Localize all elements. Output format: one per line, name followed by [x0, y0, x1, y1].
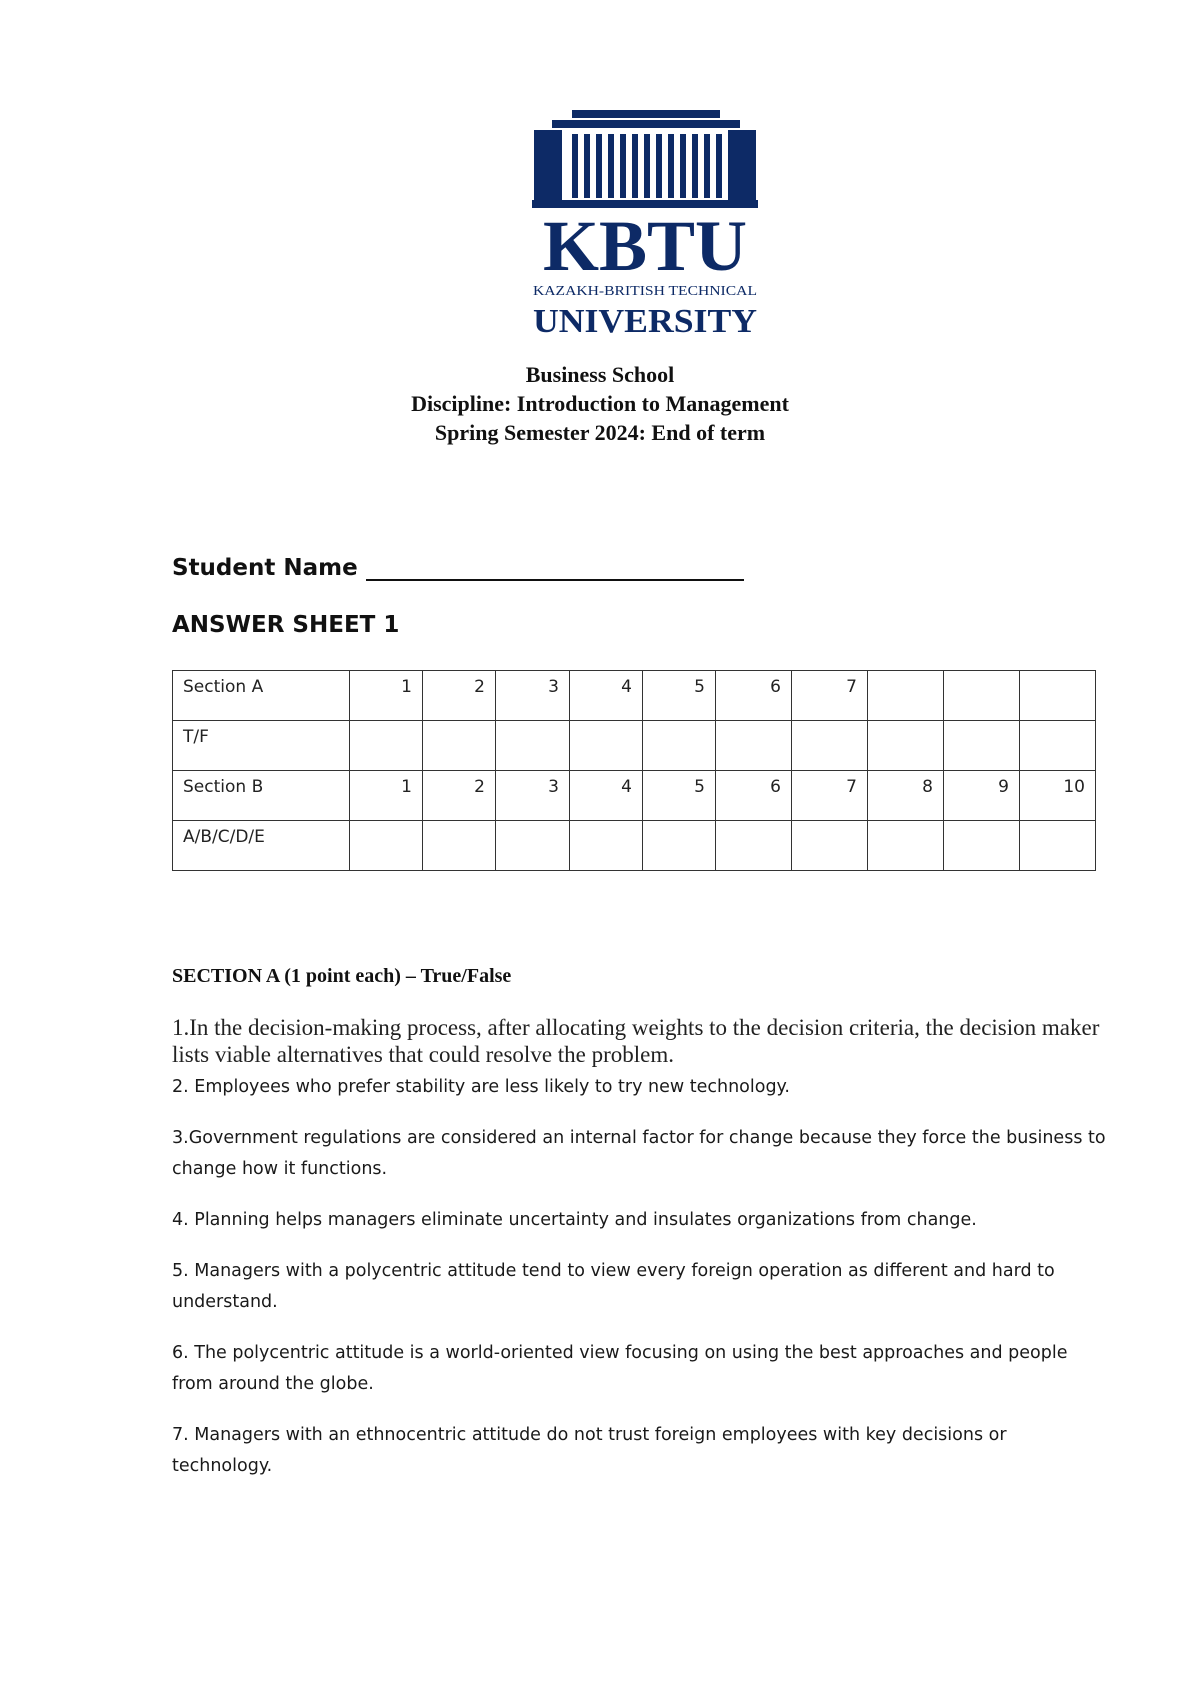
- answer-cell[interactable]: [792, 821, 868, 871]
- table-cell: 2: [423, 771, 496, 821]
- question-4: 4. Planning helps managers eliminate uncertainty and insulates organizations from change.: [172, 1210, 977, 1230]
- answer-cell[interactable]: [1020, 821, 1096, 871]
- table-cell: 1: [350, 671, 423, 721]
- logo-subline: KAZAKH-BRITISH TECHNICAL: [533, 284, 757, 299]
- logo-university: UNIVERSITY: [533, 303, 757, 340]
- table-cell: 7: [792, 671, 868, 721]
- question-2: 2. Employees who prefer stability are less likely to try new technology.: [172, 1077, 790, 1097]
- question-6: 6. The polycentric attitude is a world-oriented view focusing on using the best approaches and people from around the globe.: [172, 1343, 1068, 1394]
- answer-cell[interactable]: [716, 821, 792, 871]
- answer-cell[interactable]: [944, 821, 1020, 871]
- table-cell: [1020, 671, 1096, 721]
- table-cell: T/F: [173, 721, 350, 771]
- table-cell: 3: [496, 771, 570, 821]
- answer-table: [172, 670, 1096, 871]
- table-cell: 9: [944, 771, 1020, 821]
- table-row: [173, 771, 1096, 821]
- kbtu-logo: [532, 110, 758, 340]
- answer-cell[interactable]: [350, 721, 423, 771]
- table-cell: A/B/C/D/E: [173, 821, 350, 871]
- question-7: 7. Managers with an ethnocentric attitude do not trust foreign employees with key decisions or technology.: [172, 1425, 1007, 1476]
- table-cell: 4: [570, 671, 643, 721]
- school-name: Business School: [525, 362, 675, 387]
- discipline: Discipline: Introduction to Management: [411, 391, 789, 416]
- question-3: 3.Government regulations are considered an internal factor for change because they force the business to change how it functions.: [172, 1128, 1106, 1179]
- student-name-field[interactable]: [366, 553, 744, 581]
- table-cell: 6: [716, 671, 792, 721]
- student-name-label: Student Name: [172, 555, 358, 581]
- answer-cell[interactable]: [570, 821, 643, 871]
- table-cell: 5: [643, 671, 716, 721]
- table-cell: 5: [643, 771, 716, 821]
- answer-cell[interactable]: [350, 821, 423, 871]
- answer-cell[interactable]: [496, 821, 570, 871]
- table-cell: 8: [868, 771, 944, 821]
- answer-cell[interactable]: [423, 721, 496, 771]
- table-cell: 6: [716, 771, 792, 821]
- table-cell: 7: [792, 771, 868, 821]
- table-row: [173, 721, 1096, 771]
- table-cell: [944, 671, 1020, 721]
- table-cell: [868, 671, 944, 721]
- question-list: [172, 1072, 1110, 1502]
- question-5: 5. Managers with a polycentric attitude tend to view every foreign operation as different and hard to understand.: [172, 1261, 1055, 1312]
- answer-cell[interactable]: [868, 721, 944, 771]
- table-cell: 1: [350, 771, 423, 821]
- table-cell: 4: [570, 771, 643, 821]
- answer-cell[interactable]: [944, 721, 1020, 771]
- section-a-title: SECTION A (1 point each) – True/False: [172, 965, 512, 987]
- answer-cell[interactable]: [716, 721, 792, 771]
- table-cell: 2: [423, 671, 496, 721]
- question-1: 1.In the decision-making process, after allocating weights to the decision criteria, the decision maker lists viable alternatives that could resolve the problem.: [172, 1015, 1100, 1067]
- answer-cell[interactable]: [570, 721, 643, 771]
- exam-header: [0, 360, 1200, 447]
- table-cell: 3: [496, 671, 570, 721]
- answer-cell[interactable]: [643, 721, 716, 771]
- student-name-row: [172, 553, 744, 581]
- answer-cell[interactable]: [496, 721, 570, 771]
- table-row: [173, 821, 1096, 871]
- semester: Spring Semester 2024: End of term: [434, 420, 766, 445]
- table-cell: Section B: [173, 771, 350, 821]
- answer-cell[interactable]: [1020, 721, 1096, 771]
- answer-sheet-title: ANSWER SHEET 1: [172, 612, 400, 638]
- table-cell: Section A: [173, 671, 350, 721]
- answer-cell[interactable]: [423, 821, 496, 871]
- table-cell: 10: [1020, 771, 1096, 821]
- answer-cell[interactable]: [643, 821, 716, 871]
- logo-wordmark: KBTU: [542, 206, 748, 286]
- table-row: [173, 671, 1096, 721]
- answer-cell[interactable]: [868, 821, 944, 871]
- answer-cell[interactable]: [792, 721, 868, 771]
